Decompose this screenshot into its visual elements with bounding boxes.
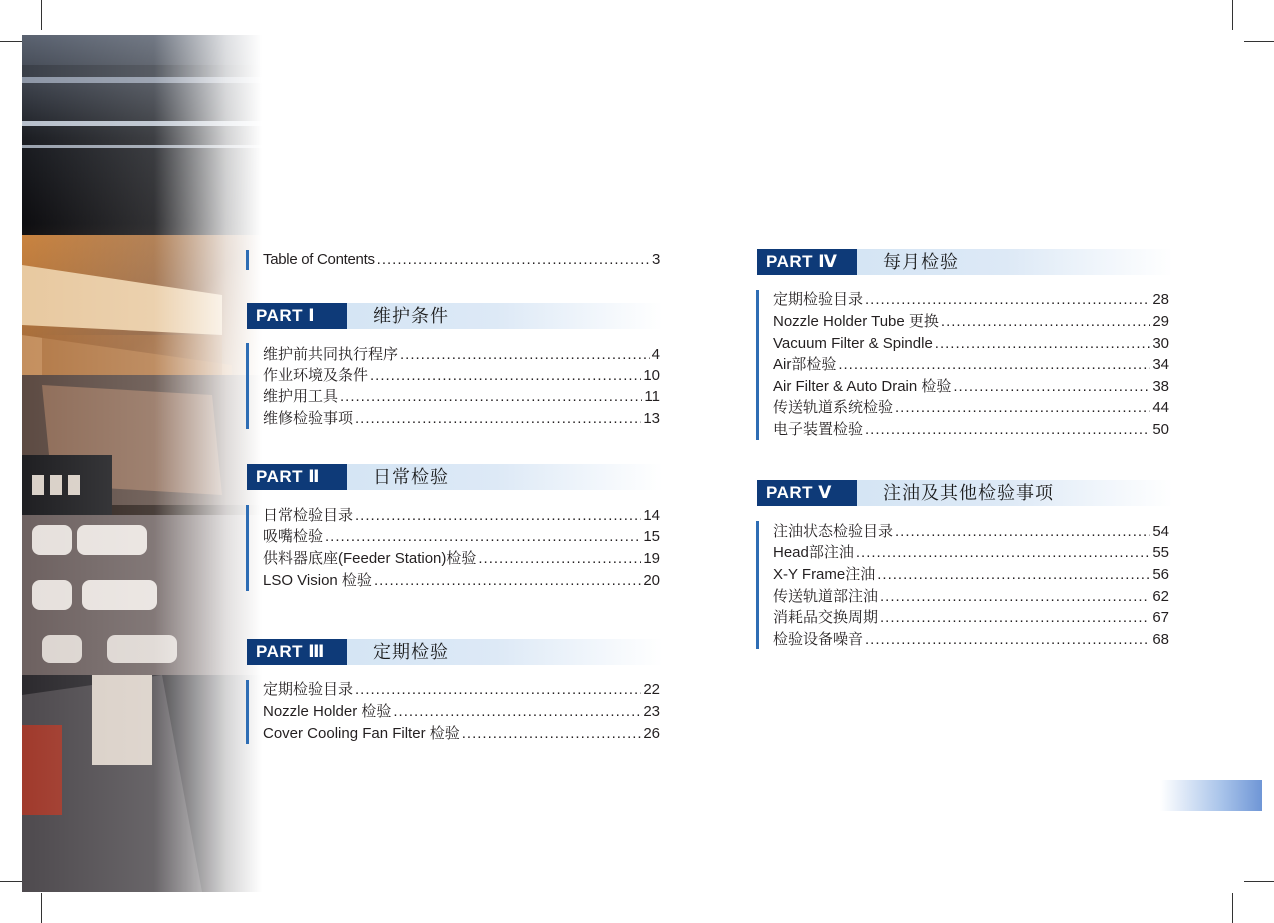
part-1-header [247,303,663,329]
toc-item[interactable]: Vacuum Filter & Spindle ..... 30 [773,333,1169,354]
toc-item[interactable]: 检验设备噪音 ..... 68 [773,629,1169,650]
toc-header-label: Table of Contents [263,251,375,268]
toc-item[interactable]: 维修检验事项 ..... 13 [263,408,660,429]
part-tag: PART Ⅳ [757,249,857,275]
toc-item[interactable]: 消耗品交换周期 ..... 67 [773,607,1169,628]
crop-mark [1232,0,1233,30]
accent-bar [246,680,249,744]
part-title: 维护条件 [373,306,449,326]
toc-item[interactable]: 注油状态检验目录 ..... 54 [773,521,1169,542]
part-tag: PART Ⅴ [757,480,857,506]
toc-item[interactable]: Air部检验 ..... 34 [773,354,1169,375]
toc-header[interactable] [263,249,660,270]
machine-photo [22,35,262,892]
toc-item[interactable]: Cover Cooling Fan Filter 检验 ..... 26 [263,723,660,744]
toc-item[interactable]: 供料器底座(Feeder Station)检验 ..... 19 [263,548,660,569]
toc-item[interactable]: 作业环境及条件 ..... 10 [263,365,660,386]
accent-bar [756,290,759,440]
toc-item[interactable]: 传送轨道部注油 ..... 62 [773,586,1169,607]
toc-item[interactable]: 定期检验目录 ..... 28 [773,289,1169,310]
part-3-header [247,639,663,665]
toc-header-page: 3 [651,251,660,268]
crop-mark [1244,881,1274,882]
toc-item[interactable]: Head部注油 ..... 55 [773,542,1169,563]
toc-item[interactable]: 传送轨道系统检验 ..... 44 [773,397,1169,418]
toc-item[interactable]: LSO Vision 检验 ..... 20 [263,570,660,591]
crop-mark [41,0,42,30]
toc-item[interactable]: 维护前共同执行程序 ..... 4 [263,344,660,365]
toc-item[interactable]: 定期检验目录 ..... 22 [263,679,660,700]
part-title: 定期检验 [373,642,449,662]
accent-bar [246,250,249,270]
part-4-header [757,249,1173,275]
part-title: 注油及其他检验事项 [883,483,1054,503]
accent-bar [246,343,249,429]
toc-item[interactable]: 电子装置检验 ..... 50 [773,419,1169,440]
accent-bar [246,505,249,591]
part-tag: PART Ⅰ [247,303,347,329]
accent-bar [756,521,759,649]
crop-mark [41,893,42,923]
page-edge-tab [1160,780,1262,811]
crop-mark [1244,41,1274,42]
toc-item[interactable]: Air Filter & Auto Drain 检验 ..... 38 [773,376,1169,397]
toc-item[interactable]: 吸嘴检验 ..... 15 [263,526,660,547]
part-title: 每月检验 [883,252,959,272]
part-5-header [757,480,1173,506]
part-2-header [247,464,663,490]
part-title: 日常检验 [373,467,449,487]
part-tag: PART Ⅱ [247,464,347,490]
toc-item[interactable]: 日常检验目录 ..... 14 [263,505,660,526]
toc-item[interactable]: X-Y Frame注油 ..... 56 [773,564,1169,585]
toc-item[interactable]: 维护用工具 ..... 11 [263,386,660,407]
crop-mark [1232,893,1233,923]
toc-item[interactable]: Nozzle Holder Tube 更换 ..... 29 [773,311,1169,332]
toc-item[interactable]: Nozzle Holder 检验 ..... 23 [263,701,660,722]
part-tag: PART Ⅲ [247,639,347,665]
